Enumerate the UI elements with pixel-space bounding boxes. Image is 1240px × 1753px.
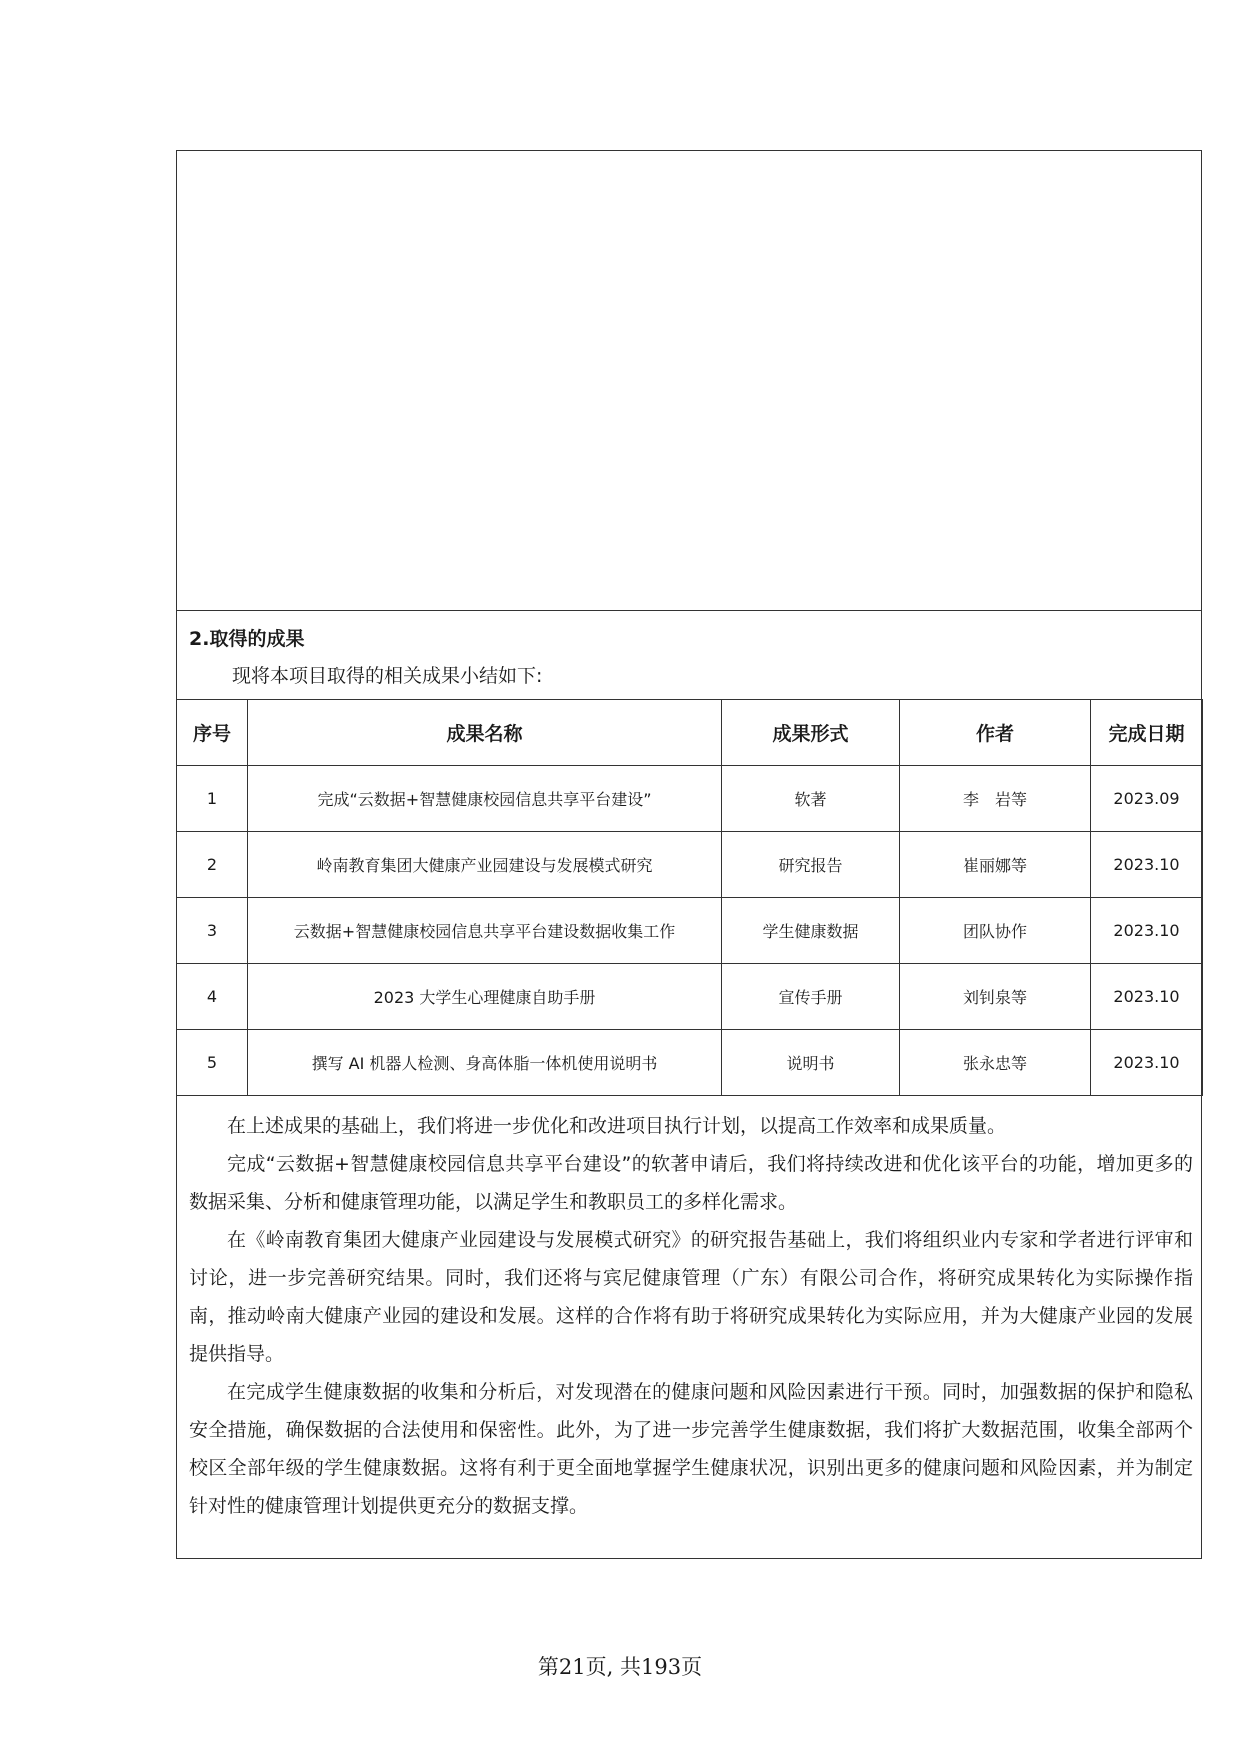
cell-result-form: 研究报告 [722, 832, 900, 898]
cell-result-form: 学生健康数据 [722, 898, 900, 964]
table-row [177, 832, 1203, 898]
header-author: 作者 [900, 700, 1091, 766]
table-row [177, 766, 1203, 832]
cell-result-name: 撰写 AI 机器人检测、身高体脂一体机使用说明书 [248, 1030, 722, 1096]
cell-author: 张永忠等 [900, 1030, 1091, 1096]
cell-date: 2023.10 [1091, 1030, 1203, 1096]
results-table [176, 699, 1203, 1096]
cell-result-form: 软著 [722, 766, 900, 832]
cell-date: 2023.10 [1091, 898, 1203, 964]
cell-author: 团队协作 [900, 898, 1091, 964]
cell-date: 2023.10 [1091, 832, 1203, 898]
cell-date: 2023.09 [1091, 766, 1203, 832]
section-intro: 现将本项目取得的相关成果小结如下: [232, 665, 543, 687]
summary-text [189, 1107, 1193, 1525]
section-title: 2.取得的成果 [189, 628, 305, 650]
table-row [177, 1030, 1203, 1096]
page-number: 第21页, 共193页 [537, 1655, 703, 1679]
cell-result-form: 宣传手册 [722, 964, 900, 1030]
cell-result-form: 说明书 [722, 1030, 900, 1096]
paragraph: 在《岭南教育集团大健康产业园建设与发展模式研究》的研究报告基础上，我们将组织业内专家和学者进行评审和讨论，进一步完善研究结果。同时，我们还将与宾尼健康管理（广东）有限公司合作，将研究成果转化为实际操作指南，推动岭南大健康产业园的建设和发展。这样的合作将有助于将研究成果转化为实际应用，并为大健康产业园的发展提供指导。 [189, 1229, 1193, 1365]
cell-index: 3 [177, 898, 248, 964]
header-result-form: 成果形式 [722, 700, 900, 766]
paragraph: 在上述成果的基础上，我们将进一步优化和改进项目执行计划，以提高工作效率和成果质量。 [227, 1115, 1007, 1137]
cell-date: 2023.10 [1091, 964, 1203, 1030]
cell-result-name: 岭南教育集团大健康产业园建设与发展模式研究 [248, 832, 722, 898]
table-row [177, 964, 1203, 1030]
cell-index: 2 [177, 832, 248, 898]
header-index: 序号 [177, 700, 248, 766]
cell-result-name: 云数据+智慧健康校园信息共享平台建设数据收集工作 [248, 898, 722, 964]
header-result-name: 成果名称 [248, 700, 722, 766]
cell-index: 1 [177, 766, 248, 832]
cell-result-name: 完成“云数据+智慧健康校园信息共享平台建设” [248, 766, 722, 832]
cell-author: 李 岩等 [900, 766, 1091, 832]
report-frame [176, 150, 1202, 1559]
cell-result-name: 2023 大学生心理健康自助手册 [248, 964, 722, 1030]
table-row [177, 898, 1203, 964]
cell-author: 崔丽娜等 [900, 832, 1091, 898]
table-header-row [177, 700, 1203, 766]
cell-index: 4 [177, 964, 248, 1030]
paragraph: 完成“云数据+智慧健康校园信息共享平台建设”的软著申请后，我们将持续改进和优化该平台的功能，增加更多的数据采集、分析和健康管理功能，以满足学生和教职员工的多样化需求。 [189, 1153, 1193, 1213]
header-completion-date: 完成日期 [1091, 700, 1203, 766]
paragraph: 在完成学生健康数据的收集和分析后，对发现潜在的健康问题和风险因素进行干预。同时，加强数据的保护和隐私安全措施，确保数据的合法使用和保密性。此外，为了进一步完善学生健康数据，我们将扩大数据范围，收集全部两个校区全部年级的学生健康数据。这将有利于更全面地掌握学生健康状况，识别出更多的健康问题和风险因素，并为制定针对性的健康管理计划提供更充分的数据支撑。 [189, 1381, 1193, 1517]
section-divider [177, 610, 1201, 611]
cell-author: 刘钊泉等 [900, 964, 1091, 1030]
cell-index: 5 [177, 1030, 248, 1096]
